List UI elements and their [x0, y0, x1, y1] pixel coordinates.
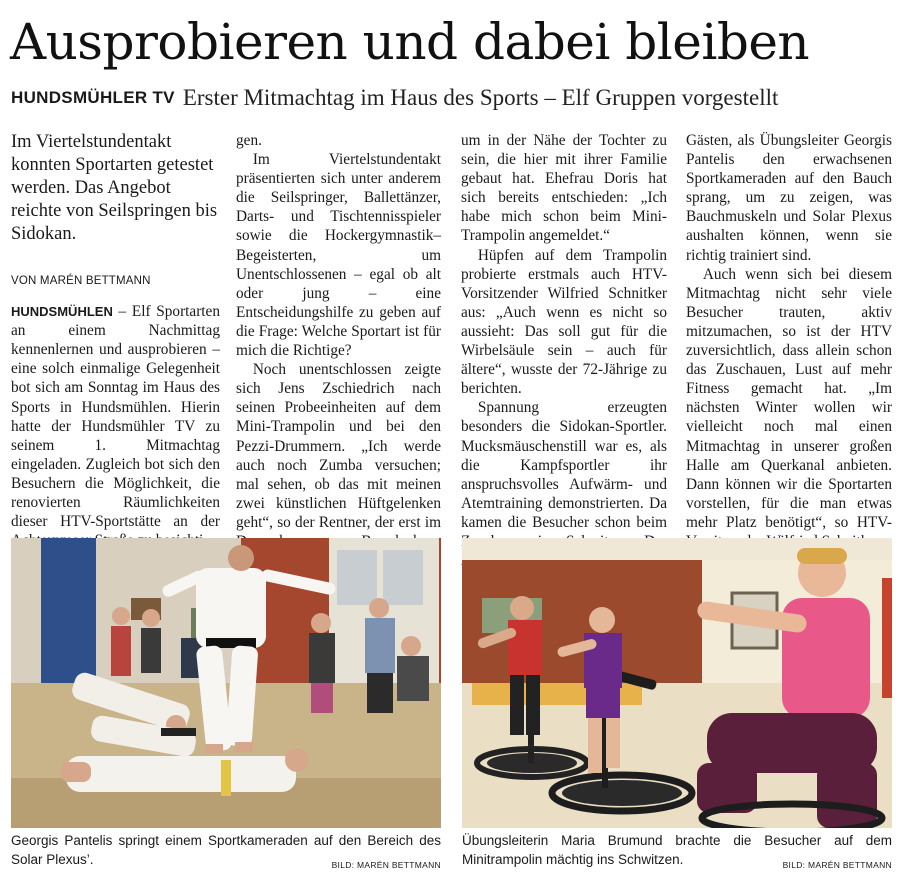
paragraph: gen. — [236, 132, 262, 149]
paragraph-text: – Elf Sportarten an einem Nachmittag kennenlernen und ausprobieren – eine solch einmalige Gelegenheit bot sich am Sonntag im Haus des Sports in Hundsmühlen. Hierin hatte der Hundsmühler TV zu seinem 1. Mitmachtag eingeladen. Zugleich bot sich den Besuchern die Möglichkeit, die renovierten Räumlichkeiten dieser HTV-Sportstätte an der — [11, 303, 220, 531]
subheadline — [11, 85, 901, 111]
paragraph: Hüpfen auf dem Trampolin probierte erstmals auch HTV-Vorsitzender Wilfried Schnitker aus: „Auch wenn es nicht so aussieht: Das soll gut für die Wirbelsäule sein – auch für ältere“, wusste der 72-Jährige zu berichten. — [461, 246, 667, 398]
photo-minitrampolin — [462, 538, 892, 828]
paragraph: Noch unentschlossen zeigte sich Jens Zschiedrich nach seinen Probeeinheiten auf dem Mini-Trampolin und bei den Pezzi-Drummern. „Ich werde auch noch Zumba versuchen; mal sehen, ob das mit meinen zwei künstlichen Hüftgelenken geht“, so der Rentner, der erst im — [236, 361, 441, 531]
lead-paragraph: Im Viertelstundentakt konnten Sportarten getestet werden. Das Angebot reichte von Seilspringen bis Sidokan. — [11, 132, 218, 244]
paragraph — [11, 302, 220, 550]
paragraph: Im Viertelstundentakt präsentierten sich unter anderem die Seilspringer, Ballettänzer, Darts- und Tischtennisspieler sowie die Hockergymnastik–Begeisterten, um Unentschlossenen – egal ob alt oder jung – eine Entscheidungshilfe zu geben auf die Frage: Welche Sportart ist für mich die Richtige? — [236, 151, 441, 360]
photo-caption — [11, 832, 441, 874]
paragraph: Gästen, als Übungsleiter Georgis Pantelis den erwachsenen Sportkameraden auf den Bauch sprang, um zu zeigen, was Bauchmuskeln und Solar Plexus aushalten können, wenn sie richtig trainiert sind. — [686, 132, 892, 264]
caption-text: Übungsleiterin Maria Brumund brachte die Besucher auf dem Minitrampolin mächtig ins Schwitzen. — [462, 833, 892, 867]
photo-sidokan-demo — [11, 538, 441, 828]
dateline: HUNDSMÜHLEN — [11, 304, 113, 320]
paragraph: Spannung erzeugten besonders die Sidokan-Sportler. Mucksmäuschenstill war es, als die Kampfsportler ihr anspruchsvolles Aufwärm- und Atemtraining demonstrierten. Da kamen die Besucher schon beim — [461, 399, 667, 531]
caption-text: Georgis Pantelis springt einem Sportkameraden auf den Bereich des Solar Plexus’. — [11, 833, 441, 867]
article-column-1 — [11, 131, 220, 550]
paragraph: um in der Nähe der Tochter zu sein, die hier mit ihrer Familie gebaut hat. Ehefrau Doris hat sich bereits entschieden: „Ich habe mich schon beim Mini-Trampolin angemeldet.“ — [461, 132, 667, 245]
kicker-label: HUNDSMÜHLER TV — [11, 88, 175, 107]
subtitle: Erster Mitmachtag im Haus des Sports – Elf Gruppen vorgestellt — [182, 85, 779, 110]
photo-credit: BILD: MARÉN BETTMANN — [782, 859, 892, 870]
article-column-2 — [236, 131, 441, 570]
byline: VON MARÉN BETTMANN — [11, 275, 151, 287]
paragraph: Auch wenn sich bei diesem Mitmachtag nicht sehr viele Besucher trauten, aktiv mitzumachen, so ist der HTV zuversichtlich, dass allein schon das Zuschauen, Lust auf mehr Fitness gemacht hat. „Im nächsten Winter wollen wir vielleicht noch mal einen Mitmachtag in unserer großen Halle am Querkanal anbieten. Dann können wir die Sportarten vorstellen, für die man etwas mehr Platz benötigt“, so HTV- — [686, 265, 892, 531]
headline: Ausprobieren und dabei bleiben — [10, 13, 810, 71]
article-column-3 — [461, 131, 667, 570]
article-column-4 — [686, 131, 892, 551]
photo-credit: BILD: MARÉN BETTMANN — [331, 859, 441, 870]
photo-caption — [462, 832, 892, 874]
